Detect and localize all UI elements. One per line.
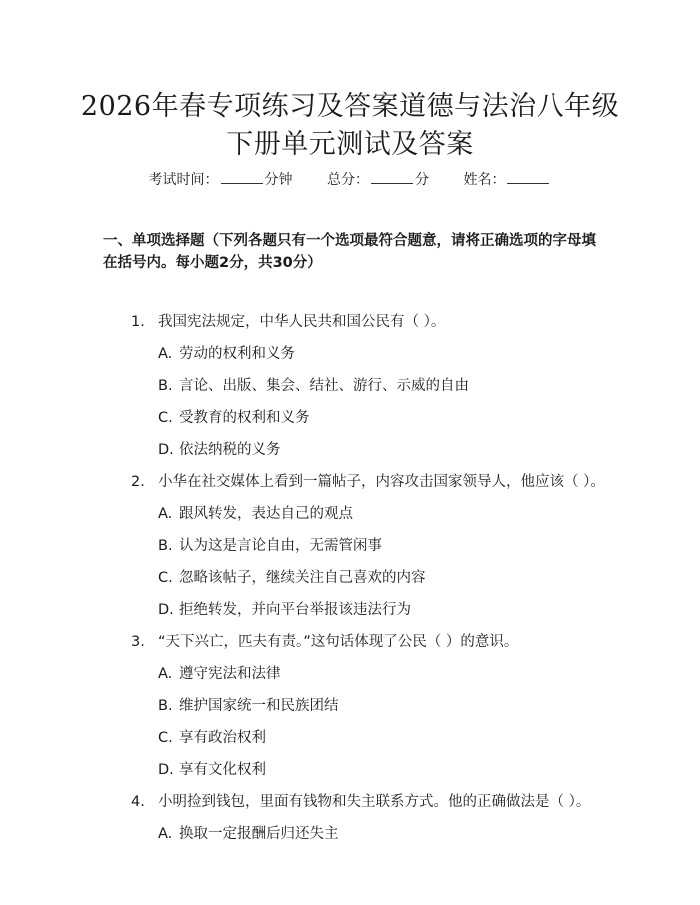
exam-time-field [149,172,297,188]
question-1-option-a[interactable] [158,342,295,363]
option-text: 依法纳税的义务 [179,442,281,458]
question-text: 小华在社交媒体上看到一篇帖子，内容攻击国家领导人，他应该（ ）。 [158,474,605,490]
question-number: 4. [131,794,145,810]
exam-info-row [0,169,700,189]
option-letter: D. [158,442,174,458]
option-text: 拒绝转发，并向平台举报该违法行为 [179,602,411,618]
question-4-option-a[interactable] [158,822,339,843]
page-title-line-1: 2026年春专项练习及答案道德与法治八年级 [80,91,620,122]
option-text: 换取一定报酬后归还失主 [179,826,339,842]
option-letter: C. [158,410,173,426]
option-text: 认为这是言论自由，无需管闲事 [179,538,382,554]
question-text: 小明捡到钱包，里面有钱物和失主联系方式。他的正确做法是（ ）。 [158,794,591,810]
option-text: 言论、出版、集会、结社、游行、示威的自由 [179,378,469,394]
page-title-line-2: 下册单元测试及答案 [226,129,474,160]
option-text: 劳动的权利和义务 [179,346,295,362]
option-letter: A. [158,666,173,682]
option-text: 享有文化权利 [179,762,266,778]
option-letter: D. [158,762,174,778]
option-letter: B. [158,378,173,394]
option-letter: A. [158,506,173,522]
option-text: 遵守宪法和法律 [179,666,281,682]
exam-time-blank[interactable] [221,169,263,184]
exam-time-label: 考试时间： [148,172,219,188]
total-score-unit: 分 [415,172,429,188]
student-name-label: 姓名： [463,172,506,188]
option-letter: C. [158,730,173,746]
option-text: 享有政治权利 [179,730,266,746]
question-2-option-d[interactable] [158,598,411,619]
total-score-blank[interactable] [371,169,413,184]
option-letter: C. [158,570,173,586]
question-2-option-c[interactable] [158,566,426,587]
option-letter: B. [158,698,173,714]
question-2 [131,470,605,491]
total-score-field [327,172,433,188]
question-text: 我国宪法规定，中华人民共和国公民有（ ）。 [158,314,446,330]
question-1-option-c[interactable] [158,406,310,427]
question-1 [131,310,445,331]
option-text: 受教育的权利和义务 [179,410,310,426]
option-letter: A. [158,826,173,842]
question-3-option-d[interactable] [158,758,266,779]
total-score-label: 总分： [327,172,369,188]
option-text: 维护国家统一和民族团结 [179,698,339,714]
question-3-option-c[interactable] [158,726,266,747]
question-4 [131,790,590,811]
question-text: “天下兴亡，匹夫有责。”这句话体现了公民（ ）的意识。 [158,634,519,650]
option-letter: B. [158,538,173,554]
question-3-option-b[interactable] [158,694,339,715]
option-letter: A. [158,346,173,362]
question-number: 2. [131,474,145,490]
question-2-option-b[interactable] [158,534,382,555]
question-1-option-b[interactable] [158,374,469,395]
question-number: 1. [131,314,145,330]
student-name-field [463,172,551,188]
question-2-option-a[interactable] [158,502,353,523]
question-1-option-d[interactable] [158,438,281,459]
question-3-option-a[interactable] [158,662,281,683]
option-text: 忽略该帖子，继续关注自己喜欢的内容 [179,570,426,586]
section-heading: 一、单项选择题（下列各题只有一个选项最符合题意，请将正确选项的字母填在括号内。每小题2分，共30分） [103,233,596,271]
question-3 [131,630,518,651]
student-name-blank[interactable] [507,169,549,184]
exam-time-unit: 分钟 [264,172,293,188]
option-text: 跟风转发，表达自己的观点 [179,506,353,522]
option-letter: D. [158,602,174,618]
question-number: 3. [131,634,145,650]
